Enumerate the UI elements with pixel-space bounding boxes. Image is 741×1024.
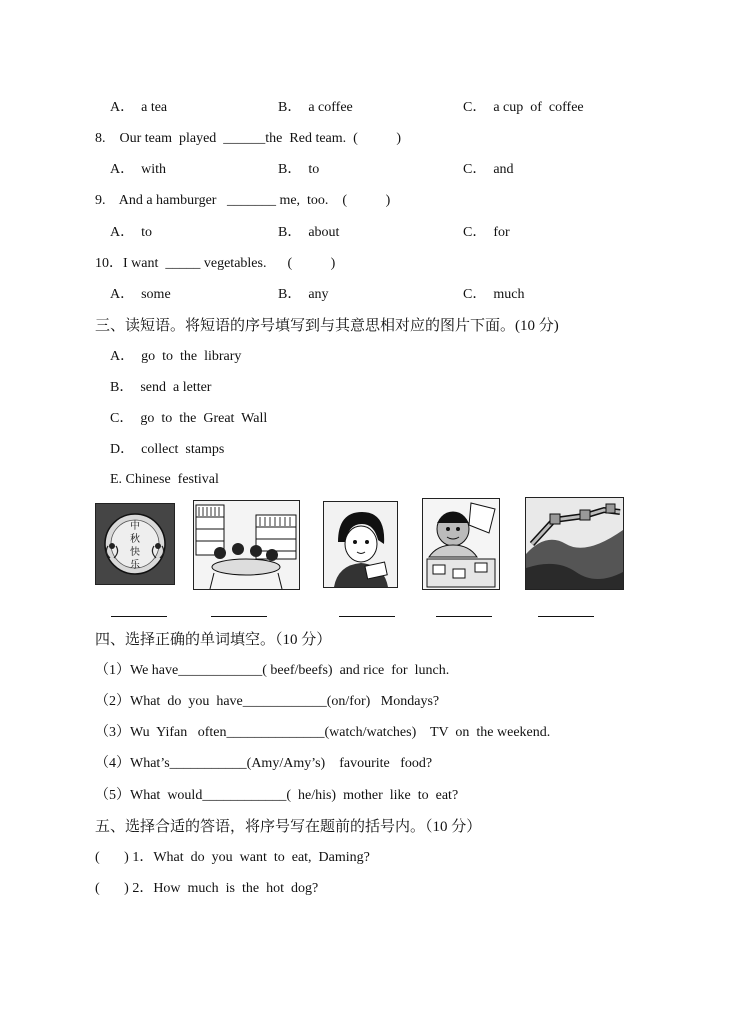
mooncake-char-3: 快	[130, 547, 140, 558]
mid-autumn-festival-image	[95, 503, 175, 585]
q10-option-c: C． much	[463, 287, 525, 302]
s5-item-2: ( ) 2．How much is the hot dog?	[95, 881, 319, 896]
mooncake-char-1: 中	[130, 521, 140, 532]
mooncake-char-4: 乐	[130, 560, 140, 571]
s4-item-3: （3）Wu Yifan often______________(watch/watches) TV on the weekend.	[95, 725, 551, 740]
library-image	[193, 500, 300, 590]
answer-blank-1[interactable]	[111, 616, 167, 617]
phrase-e: E. Chinese festival	[110, 472, 219, 487]
section4-title: 四、选择正确的单词填空。（10 分）	[95, 632, 332, 648]
mooncake-illustration	[96, 504, 174, 584]
answer-blank-4[interactable]	[436, 616, 492, 617]
s4-item-4: （4）What’s___________(Amy/Amy’s) favourite food?	[95, 756, 433, 771]
s4-item-1: （1）We have____________( beef/beefs) and rice for lunch.	[95, 663, 450, 678]
q8-option-c: C． and	[463, 162, 514, 177]
great-wall-illustration	[526, 498, 623, 589]
q10-option-b: B． any	[278, 287, 329, 302]
q7-option-c: C． a cup of coffee	[463, 100, 584, 115]
q8-option-a: A． with	[110, 162, 166, 177]
q9-option-b: B． about	[278, 225, 340, 240]
mooncake-char-2: 秋	[130, 534, 140, 545]
section3-title: 三、读短语。将短语的序号填写到与其意思相对应的图片下面。(10 分)	[95, 318, 559, 334]
answer-blank-3[interactable]	[339, 616, 395, 617]
collect-stamps-image	[422, 498, 500, 590]
q9-option-c: C． for	[463, 225, 510, 240]
q9-option-a: A． to	[110, 225, 152, 240]
answer-blank-5[interactable]	[538, 616, 594, 617]
library-illustration	[194, 501, 299, 589]
q10-text: 10．I want _____ vegetables. ( )	[95, 256, 336, 271]
great-wall-image	[525, 497, 624, 590]
s5-item-1: ( ) 1．What do you want to eat, Daming?	[95, 850, 370, 865]
boy-stamps-illustration	[423, 499, 499, 589]
phrase-c: C． go to the Great Wall	[110, 411, 268, 426]
q7-option-a: A． a tea	[110, 100, 168, 115]
q8-option-b: B． to	[278, 162, 320, 177]
q8-text: 8. Our team played ______the Red team. ( )	[95, 131, 401, 146]
send-letter-image	[323, 501, 398, 588]
section5-title: 五、选择合适的答语，将序号写在题前的括号内。（10 分）	[95, 819, 482, 835]
answer-blank-2[interactable]	[211, 616, 267, 617]
q9-text: 9. And a hamburger _______ me, too. ( )	[95, 193, 391, 208]
phrase-a: A． go to the library	[110, 349, 242, 364]
s4-item-2: （2）What do you have____________(on/for) Mondays?	[95, 694, 440, 709]
q7-option-b: B． a coffee	[278, 100, 353, 115]
girl-letter-illustration	[324, 502, 397, 587]
q10-option-a: A． some	[110, 287, 171, 302]
phrase-b: B． send a letter	[110, 380, 212, 395]
phrase-d: D． collect stamps	[110, 442, 225, 457]
s4-item-5: （5）What would____________( he/his) mother like to eat?	[95, 788, 459, 803]
